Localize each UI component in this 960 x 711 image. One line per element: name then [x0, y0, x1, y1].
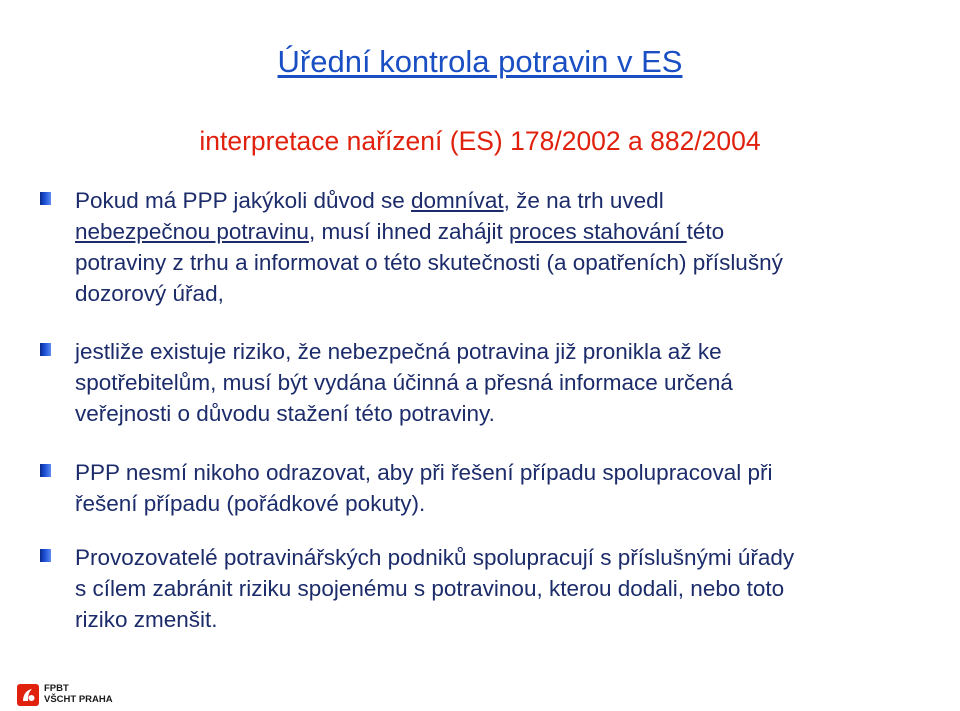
bullet-text: PPP nesmí nikoho odrazovat, aby při řešení případu spolupracoval při řešení případu (pořádkové pokuty). — [75, 460, 773, 516]
bullet-square-icon — [40, 343, 51, 356]
bullet-text: Provozovatelé potravinářských podniků spolupracují s příslušnými úřady s cílem zabránit riziku spojenému s potravinou, kterou dodali, nebo toto riziko zmenšit. — [75, 545, 795, 632]
bullet-item-1 — [40, 185, 920, 309]
slide-title: Úřední kontrola potravin v ES — [277, 44, 683, 79]
bullet-square-icon — [40, 549, 51, 562]
underlined-term: proces stahování — [509, 219, 687, 244]
slide-subtitle: interpretace nařízení (ES) 178/2002 a 882/2004 — [199, 126, 761, 156]
underlined-term: domnívat — [411, 188, 504, 213]
bullet-item-3 — [40, 457, 920, 519]
institution-logo — [17, 684, 137, 708]
underlined-term: nebezpečnou potravinu — [75, 219, 309, 244]
bullet-item-4 — [40, 542, 920, 635]
logo-text: FPBT VŠCHT PRAHA — [44, 683, 113, 705]
bullet-square-icon — [40, 464, 51, 477]
fpbt-logo-icon — [17, 684, 39, 706]
bullet-item-2 — [40, 336, 920, 429]
bullet-square-icon — [40, 192, 51, 205]
bullet-text: jestliže existuje riziko, že nebezpečná potravina již pronikla až ke spotřebitelům, musí být vydána účinná a přesná informace určená veřejnosti o důvodu stažení této potraviny. — [75, 339, 733, 426]
bullet-text: Pokud má PPP jakýkoli důvod se domnívat, že na trh uvedl nebezpečnou potravinu, musí ihned zahájit proces stahování této potraviny z trhu a informovat o této skutečnosti (a opatřeních) příslušný dozorový úřad, — [75, 188, 783, 306]
